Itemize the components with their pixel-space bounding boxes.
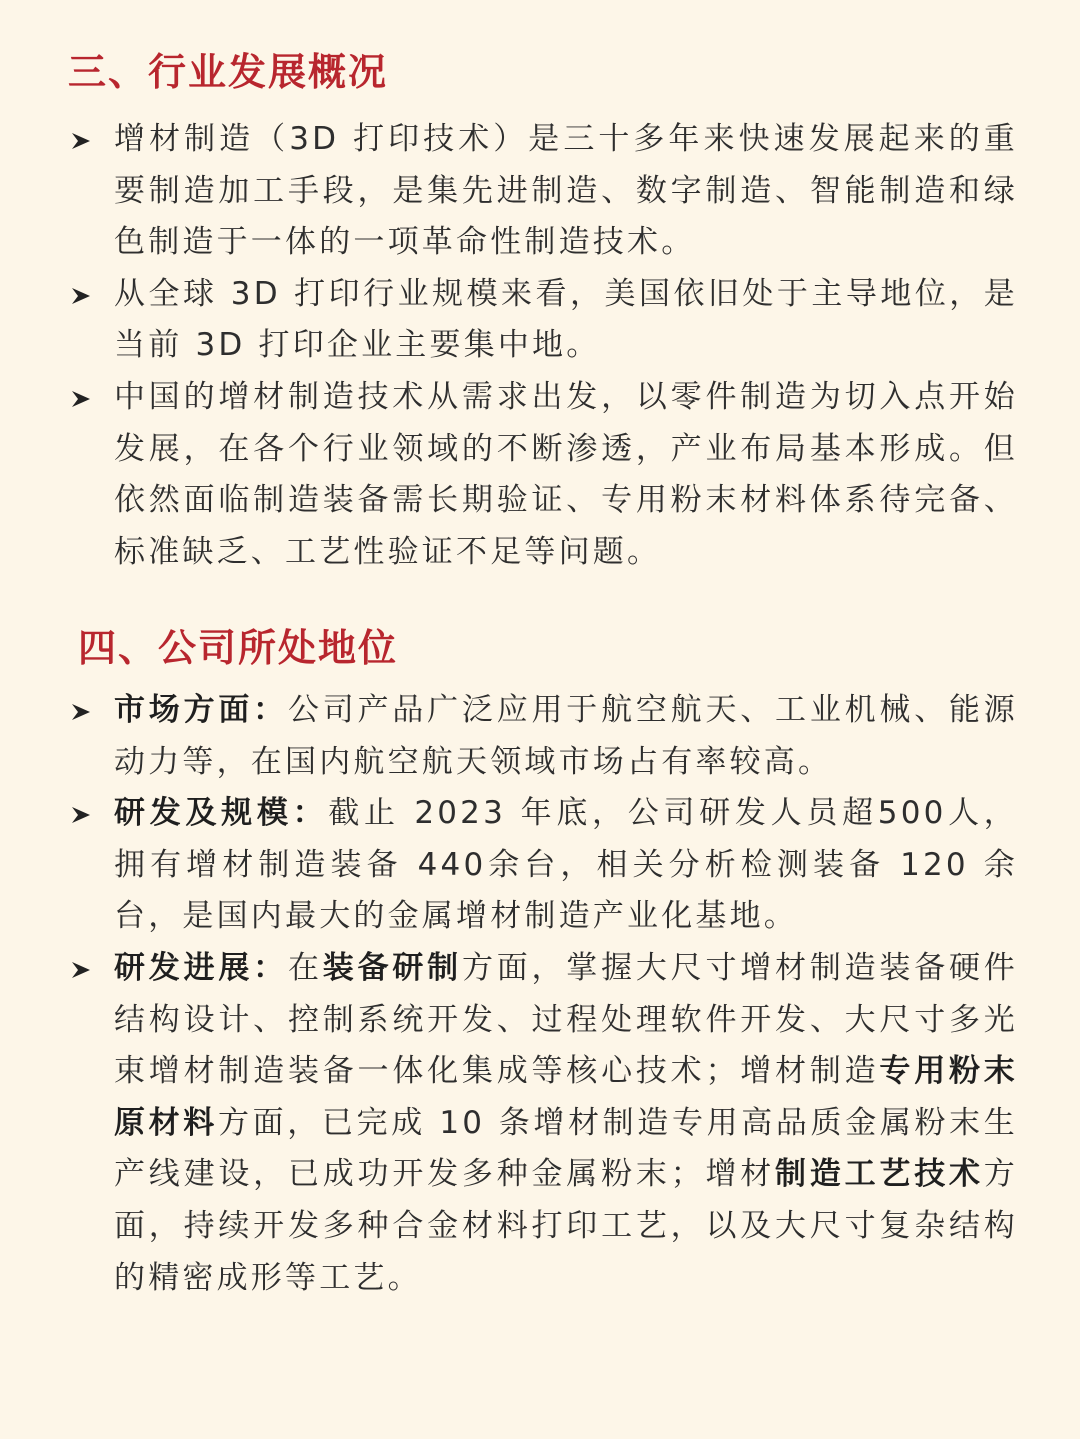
item-text: 公司产品广泛应用于航空航天、工业机械、能源动力等，在国内航空航天领域市场占有率较高。 bbox=[114, 692, 1019, 780]
list-item bbox=[68, 114, 1018, 269]
item-label: 研发进展： bbox=[114, 949, 288, 986]
item-text: 在 bbox=[287, 949, 323, 986]
keyword-equipment: 装备研制 bbox=[322, 949, 462, 986]
item-label: 市场方面： bbox=[114, 692, 288, 728]
list-item-rd-progress bbox=[68, 943, 1018, 1304]
arrow-bullet-icon bbox=[70, 389, 92, 409]
section-title-industry-overview: 三、行业发展概况 bbox=[68, 49, 389, 94]
arrow-bullet-icon bbox=[70, 286, 92, 306]
section-title-company-position: 四、公司所处地位 bbox=[78, 625, 399, 670]
item-text: 截止 2023 年底，公司研发人员超500人，拥有增材制造装备 440余台，相关分析检测装备 120 余台，是国内最大的金属增材制造产业化基地。 bbox=[114, 795, 1019, 935]
item-text: 方面，持续开发多种合金材料打印工艺，以及大尺寸复杂结构的精密成形等工艺。 bbox=[114, 1156, 1018, 1296]
item-text: 方面，掌握大尺寸增材制造装备硬件结构设计、控制系统开发、过程处理软件开发、大尺寸多光束增材制造装备一体化集成等核心技术；增材制造 bbox=[114, 949, 1019, 1090]
company-position-list bbox=[68, 685, 1018, 1304]
arrow-bullet-icon bbox=[70, 131, 92, 151]
item-text: 中国的增材制造技术从需求出发，以零件制造为切入点开始发展，在各个行业领域的不断渗透，产业布局基本形成。但依然面临制造装备需长期验证、专用粉末材料体系待完备、标准缺乏、工艺性验证不足等问题。 bbox=[114, 378, 1018, 570]
item-text: 方面，已完成 10 条增材制造专用高品质金属粉末生产线建设，已成功开发多种金属粉末；增材 bbox=[114, 1104, 1018, 1193]
keyword-powder-materials: 专用粉末原材料 bbox=[114, 1053, 1018, 1141]
item-text: 从全球 3D 打印行业规模来看，美国依旧处于主导地位，是当前 3D 打印企业主要集中地。 bbox=[114, 275, 1018, 364]
industry-overview-list bbox=[68, 114, 1018, 578]
list-item-rd-scale bbox=[68, 788, 1018, 943]
arrow-bullet-icon bbox=[70, 960, 92, 980]
item-text: 增材制造（3D 打印技术）是三十多年来快速发展起来的重要制造加工手段，是集先进制造、数字制造、智能制造和绿色制造于一体的一项革命性制造技术。 bbox=[114, 121, 1018, 261]
list-item-market bbox=[68, 685, 1018, 788]
item-label: 研发及规模： bbox=[114, 795, 329, 832]
list-item bbox=[68, 372, 1018, 578]
arrow-bullet-icon bbox=[70, 702, 92, 722]
keyword-process-technology: 制造工艺技术 bbox=[775, 1156, 984, 1193]
list-item bbox=[68, 269, 1018, 372]
arrow-bullet-icon bbox=[70, 805, 92, 825]
